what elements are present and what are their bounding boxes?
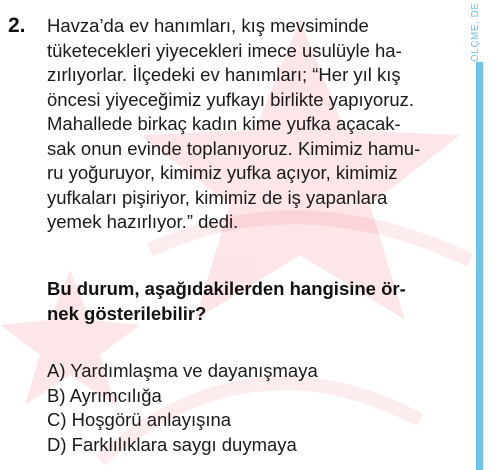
- question-prompt: [47, 276, 467, 326]
- stem-line: zırlıyorlar. İlçedeki ev hanımları; “Her yıl kış: [47, 64, 401, 85]
- stem-line: Mahallede birkaç kadın kime yufka açacak-: [47, 113, 401, 134]
- prompt-line: Bu durum, aşağıdakilerden hangisine ör-: [47, 278, 406, 299]
- stem-line: sak onun evinde toplanıyoruz. Kimimiz hamu-: [47, 137, 421, 159]
- side-label: ÖLÇME, DE: [470, 2, 481, 62]
- stem-line: tüketecekleri yiyecekleri imece usulüyle ha-: [47, 39, 402, 61]
- option-b[interactable]: B) Ayrımcılığa: [47, 384, 162, 406]
- prompt-line: nek gösterilebilir?: [47, 303, 207, 324]
- answer-options: [47, 359, 467, 457]
- stem-line: öncesi yiyeceğimiz yufkayı birlikte yapıyoruz.: [47, 88, 415, 110]
- accent-bar: [476, 62, 483, 470]
- stem-line: yemek hazırlıyor.” dedi.: [47, 211, 239, 232]
- option-d[interactable]: D) Farklılıklara saygı duymaya: [47, 433, 297, 455]
- stem-line: yufkaları pişiriyor, kimimiz de iş yapanlara: [47, 186, 388, 208]
- question-number: 2.: [8, 14, 26, 37]
- option-a[interactable]: A) Yardımlaşma ve dayanışmaya: [47, 360, 318, 381]
- stem-line: ru yoğuruyor, kimimiz yufka açıyor, kimimiz: [47, 162, 398, 183]
- question-stem: [47, 14, 477, 235]
- stem-line: Havza’da ev hanımları, kış mevsiminde: [47, 15, 369, 36]
- option-c[interactable]: C) Hoşgörü anlayışına: [47, 409, 232, 430]
